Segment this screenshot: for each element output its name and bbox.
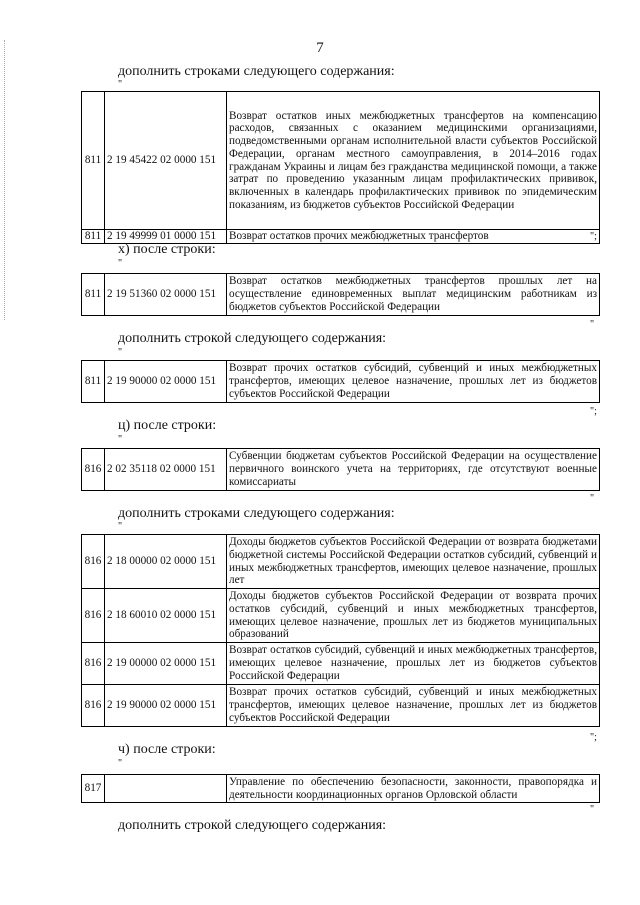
close-quote: " (590, 804, 595, 815)
income-name-cell: Возврат прочих остатков субсидий, субвенций и иных межбюджетных трансфертов, имеющих целевое назначение, прошлых лет из бюджетов субъектов Российской Федерации (227, 685, 600, 727)
codes-table (81, 360, 600, 403)
admin-code-cell: 811 (82, 361, 105, 403)
admin-code-cell: 816 (82, 589, 105, 643)
close-quote: "; (590, 732, 597, 743)
admin-code-cell: 816 (82, 535, 105, 589)
admin-code-cell: 816 (82, 685, 105, 727)
codes-table (81, 534, 600, 727)
page-number: 7 (316, 40, 324, 56)
table-row (82, 535, 600, 589)
codes-table (81, 448, 600, 491)
budget-code-cell: 2 19 00000 02 0000 151 (105, 643, 227, 685)
open-quote: " (118, 758, 123, 769)
intro-paragraph: дополнить строками следующего содержания: (118, 64, 395, 79)
budget-code-cell (105, 775, 227, 803)
table-row (82, 775, 600, 803)
income-name-cell: Доходы бюджетов субъектов Российской Федерации от возврата прочих остатков субсидий, субвенций и иных межбюджетных трансфертов, имеющих целевое назначение, прошлых лет из бюджетов муниципальных образований (227, 589, 600, 643)
codes-table (81, 273, 600, 316)
income-name-cell: Управление по обеспечению безопасности, законности, правопорядка и деятельности координационных органов Орловской области (227, 775, 600, 803)
budget-code-cell: 2 19 45422 02 0000 151 (105, 92, 227, 230)
codes-table (81, 91, 600, 244)
admin-code-cell: 811 (82, 274, 105, 316)
admin-code-cell: 811 (82, 92, 105, 230)
admin-code-cell: 816 (82, 643, 105, 685)
income-name-cell: Доходы бюджетов субъектов Российской Федерации от возврата бюджетами бюджетной системы Российской Федерации остатков субсидий, субвенций и иных межбюджетных трансфертов, имеющих целевое назначение, прошлых лет (227, 535, 600, 589)
scan-edge-line (4, 40, 6, 320)
income-name-cell: Возврат остатков межбюджетных трансфертов прошлых лет на осуществление единовременных выплат медицинским работникам из бюджетов субъектов Российской Федерации (227, 274, 600, 316)
income-name-cell: Возврат остатков субсидий, субвенций и иных межбюджетных трансфертов, имеющих целевое назначение, прошлых лет из бюджетов субъектов Российской Федерации (227, 643, 600, 685)
income-name-cell: Возврат остатков иных межбюджетных трансфертов на компенсацию расходов, связанных с оказанием медицинскими организациями, подведомственными органам исполнительной власти субъектов Российской Федерации, органам местного самоуправления, в 2014–2016 годах гражданам Украины и лицам без гражданства медицинской помощи, а также затрат по проведению указанным лицам профилактических прививок, включенных в календарь профилактических прививок по эпидемическим показаниям, из бюджетов субъектов Российской Федерации (227, 92, 600, 230)
table-row (82, 449, 600, 491)
admin-code-cell: 817 (82, 775, 105, 803)
closing-paragraph: дополнить строкой следующего содержания: (118, 818, 387, 833)
table-row (82, 274, 600, 316)
income-name-cell: Возврат остатков прочих межбюджетных трансфертов (227, 230, 600, 244)
intro-paragraph: х) после строки: (118, 242, 216, 257)
close-quote: " (590, 319, 595, 330)
open-quote: " (118, 347, 123, 358)
open-quote: " (118, 79, 123, 90)
table-row (82, 643, 600, 685)
intro-paragraph: ц) после строки: (118, 418, 217, 433)
admin-code-cell: 811 (82, 230, 105, 244)
open-quote: " (118, 258, 123, 269)
open-quote: " (118, 434, 123, 445)
income-name-cell: Субвенции бюджетам субъектов Российской Федерации на осуществление первичного воинского учета на территориях, где отсутствуют военные комиссариаты (227, 449, 600, 491)
table-row (82, 92, 600, 230)
budget-code-cell: 2 19 49999 01 0000 151 (105, 230, 227, 244)
income-name-cell: Возврат прочих остатков субсидий, субвенций и иных межбюджетных трансфертов, имеющих целевое назначение, прошлых лет из бюджетов субъектов Российской Федерации (227, 361, 600, 403)
budget-code-cell: 2 18 00000 02 0000 151 (105, 535, 227, 589)
table-row (82, 361, 600, 403)
budget-code-cell: 2 19 90000 02 0000 151 (105, 685, 227, 727)
budget-code-cell: 2 02 35118 02 0000 151 (105, 449, 227, 491)
budget-code-cell: 2 19 90000 02 0000 151 (105, 361, 227, 403)
budget-code-cell: 2 19 51360 02 0000 151 (105, 274, 227, 316)
table-row (82, 589, 600, 643)
intro-paragraph: дополнить строками следующего содержания: (118, 506, 395, 521)
close-quote: " (590, 493, 595, 504)
intro-paragraph: ч) после строки: (118, 742, 216, 757)
admin-code-cell: 816 (82, 449, 105, 491)
close-quote: "; (590, 406, 597, 417)
budget-code-cell: 2 18 60010 02 0000 151 (105, 589, 227, 643)
codes-table (81, 774, 600, 803)
table-row (82, 685, 600, 727)
open-quote: " (118, 521, 123, 532)
close-quote: "; (590, 231, 597, 242)
intro-paragraph: дополнить строкой следующего содержания: (118, 331, 387, 346)
